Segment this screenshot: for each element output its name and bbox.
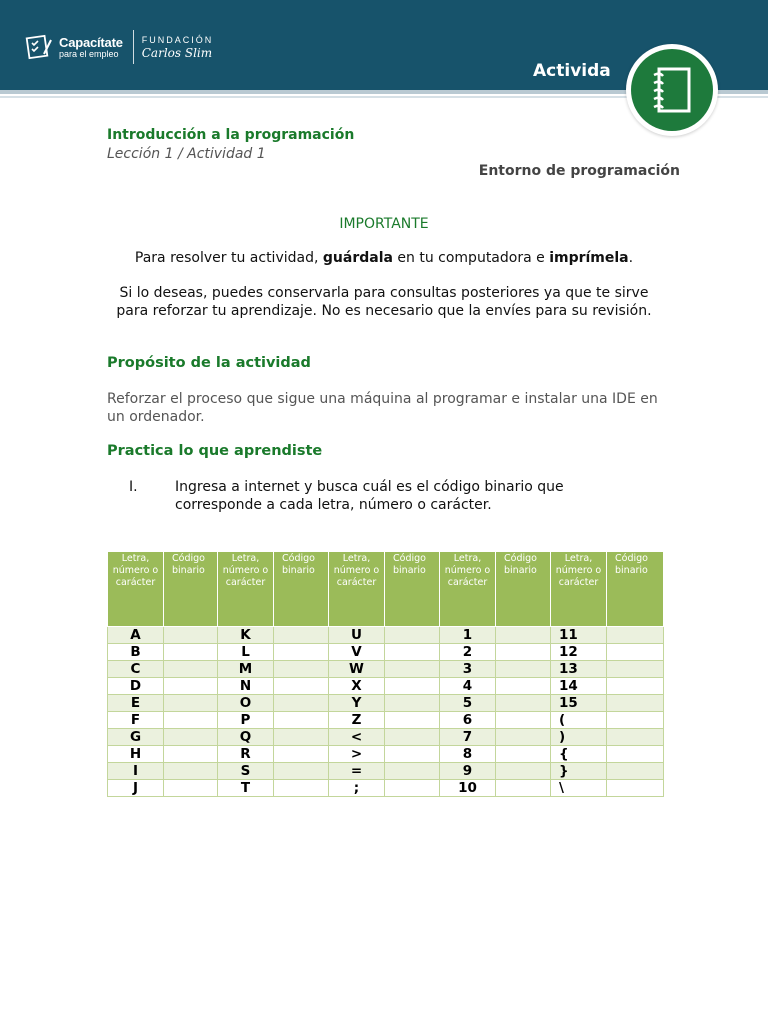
header-code: Código binario [496, 552, 551, 627]
binary-code-table [107, 551, 664, 797]
binary-answer-cell[interactable] [164, 644, 218, 661]
activity-badge [626, 44, 718, 136]
text-segment: en tu computadora e [392, 250, 550, 266]
header-code: Código binario [385, 552, 440, 627]
header-code: Código binario [274, 552, 329, 627]
character-cell: Z [329, 712, 385, 729]
header-code: Código binario [164, 552, 218, 627]
character-cell: S [218, 763, 274, 780]
table-header-row [108, 552, 664, 627]
text-segment: Para resolver tu actividad, [134, 250, 323, 266]
binary-answer-cell[interactable] [607, 644, 664, 661]
task-text: Ingresa a internet y busca cuál es el código binario que corresponde a cada letra, número o carácter. [175, 479, 564, 513]
practice-heading: Practica lo que aprendiste [107, 443, 323, 459]
topic-title: Entorno de programación [478, 163, 680, 179]
character-cell: ( [551, 712, 607, 729]
binary-answer-cell[interactable] [496, 695, 551, 712]
character-cell: \ [551, 780, 607, 797]
notebook-icon [650, 66, 694, 114]
binary-answer-cell[interactable] [164, 712, 218, 729]
character-cell: 1 [440, 627, 496, 644]
character-cell: T [218, 780, 274, 797]
logo-divider [133, 30, 134, 64]
character-cell: 2 [440, 644, 496, 661]
binary-answer-cell[interactable] [385, 712, 440, 729]
table-row [108, 746, 664, 763]
character-cell: } [551, 763, 607, 780]
save-emphasis: guárdala [322, 250, 393, 266]
binary-answer-cell[interactable] [496, 678, 551, 695]
character-cell: 4 [440, 678, 496, 695]
binary-answer-cell[interactable] [385, 661, 440, 678]
binary-answer-cell[interactable] [164, 729, 218, 746]
character-cell: A [108, 627, 164, 644]
character-cell: 13 [551, 661, 607, 678]
binary-answer-cell[interactable] [496, 729, 551, 746]
binary-answer-cell[interactable] [607, 780, 664, 797]
header-letter: Letra, número o carácter [218, 552, 274, 627]
foundation-label: FUNDACIÓN [141, 34, 214, 45]
binary-answer-cell[interactable] [164, 746, 218, 763]
capacitate-logo [25, 30, 213, 64]
binary-answer-cell[interactable] [164, 627, 218, 644]
character-cell: J [108, 780, 164, 797]
binary-answer-cell[interactable] [496, 661, 551, 678]
header-letter: Letra, número o carácter [551, 552, 607, 627]
binary-answer-cell[interactable] [496, 763, 551, 780]
character-cell: = [329, 763, 385, 780]
binary-answer-cell[interactable] [496, 644, 551, 661]
binary-answer-cell[interactable] [274, 695, 329, 712]
header-letter: Letra, número o carácter [440, 552, 496, 627]
binary-answer-cell[interactable] [496, 780, 551, 797]
character-cell: X [329, 678, 385, 695]
character-cell: 12 [551, 644, 607, 661]
table-row [108, 644, 664, 661]
character-cell: C [108, 661, 164, 678]
binary-answer-cell[interactable] [385, 644, 440, 661]
binary-answer-cell[interactable] [274, 678, 329, 695]
binary-answer-cell[interactable] [274, 746, 329, 763]
binary-answer-cell[interactable] [274, 661, 329, 678]
table-row [108, 661, 664, 678]
character-cell: D [108, 678, 164, 695]
course-title: Introducción a la programación [107, 127, 355, 143]
character-cell: ) [551, 729, 607, 746]
binary-answer-cell[interactable] [385, 763, 440, 780]
character-cell: B [108, 644, 164, 661]
character-cell: ; [329, 780, 385, 797]
character-cell: G [108, 729, 164, 746]
binary-answer-cell[interactable] [164, 695, 218, 712]
character-cell: Q [218, 729, 274, 746]
character-cell: 6 [440, 712, 496, 729]
binary-answer-cell[interactable] [385, 746, 440, 763]
binary-answer-cell[interactable] [607, 729, 664, 746]
binary-answer-cell[interactable] [385, 729, 440, 746]
character-cell: O [218, 695, 274, 712]
binary-answer-cell[interactable] [274, 644, 329, 661]
character-cell: { [551, 746, 607, 763]
character-cell: N [218, 678, 274, 695]
binary-answer-cell[interactable] [607, 695, 664, 712]
character-cell: E [108, 695, 164, 712]
character-cell: 7 [440, 729, 496, 746]
binary-answer-cell[interactable] [164, 678, 218, 695]
character-cell: M [218, 661, 274, 678]
character-cell: 5 [440, 695, 496, 712]
binary-answer-cell[interactable] [496, 712, 551, 729]
binary-answer-cell[interactable] [274, 712, 329, 729]
character-cell: < [329, 729, 385, 746]
binary-answer-cell[interactable] [385, 695, 440, 712]
character-cell: > [329, 746, 385, 763]
binary-answer-cell[interactable] [607, 746, 664, 763]
character-cell: 10 [440, 780, 496, 797]
binary-answer-cell[interactable] [274, 780, 329, 797]
character-cell: 8 [440, 746, 496, 763]
keep-paragraph: Si lo deseas, puedes conservarla para consultas posteriores ya que te sirve para reforzar tu aprendizaje. No es necesario que la envíes para su revisión. [116, 285, 652, 319]
binary-answer-cell[interactable] [385, 678, 440, 695]
table-row [108, 627, 664, 644]
binary-answer-cell[interactable] [607, 712, 664, 729]
task-number: I. [129, 479, 138, 495]
character-cell: I [108, 763, 164, 780]
brand-tagline: para el empleo [59, 48, 119, 59]
character-cell: 15 [551, 695, 607, 712]
header-letter: Letra, número o carácter [108, 552, 164, 627]
table-row [108, 678, 664, 695]
lesson-label: Lección 1 / Actividad 1 [107, 146, 266, 162]
character-cell: K [218, 627, 274, 644]
important-heading: IMPORTANTE [339, 216, 429, 232]
brand-name: Capacítate [59, 34, 123, 50]
character-cell: H [108, 746, 164, 763]
binary-answer-cell[interactable] [496, 746, 551, 763]
foundation-name: Carlos Slim [141, 45, 213, 60]
binary-answer-cell[interactable] [274, 729, 329, 746]
binary-answer-cell[interactable] [274, 763, 329, 780]
binary-answer-cell[interactable] [607, 763, 664, 780]
binary-answer-cell[interactable] [607, 678, 664, 695]
character-cell: R [218, 746, 274, 763]
binary-answer-cell[interactable] [385, 627, 440, 644]
character-cell: 14 [551, 678, 607, 695]
character-cell: 3 [440, 661, 496, 678]
binary-answer-cell[interactable] [385, 780, 440, 797]
checklist-icon [25, 34, 53, 60]
binary-answer-cell[interactable] [274, 627, 329, 644]
character-cell: 9 [440, 763, 496, 780]
table-row [108, 695, 664, 712]
binary-answer-cell[interactable] [164, 780, 218, 797]
binary-answer-cell[interactable] [496, 627, 551, 644]
binary-answer-cell[interactable] [607, 627, 664, 644]
binary-answer-cell[interactable] [607, 661, 664, 678]
table-row [108, 712, 664, 729]
header-code: Código binario [607, 552, 664, 627]
character-cell: P [218, 712, 274, 729]
binary-answer-cell[interactable] [164, 763, 218, 780]
character-cell: V [329, 644, 385, 661]
character-cell: W [329, 661, 385, 678]
table-row [108, 729, 664, 746]
header-letter: Letra, número o carácter [329, 552, 385, 627]
character-cell: 11 [551, 627, 607, 644]
character-cell: Y [329, 695, 385, 712]
text-segment: . [628, 250, 634, 266]
print-emphasis: imprímela [549, 250, 629, 266]
binary-answer-cell[interactable] [164, 661, 218, 678]
character-cell: F [108, 712, 164, 729]
purpose-text: Reforzar el proceso que sigue una máquina al programar e instalar una IDE en un ordenador. [107, 391, 658, 425]
table-row [108, 780, 664, 797]
character-cell: L [218, 644, 274, 661]
purpose-heading: Propósito de la actividad [107, 355, 311, 371]
character-cell: U [329, 627, 385, 644]
instructions-paragraph [107, 250, 661, 268]
table-row [108, 763, 664, 780]
activity-label: Activida [533, 61, 611, 81]
